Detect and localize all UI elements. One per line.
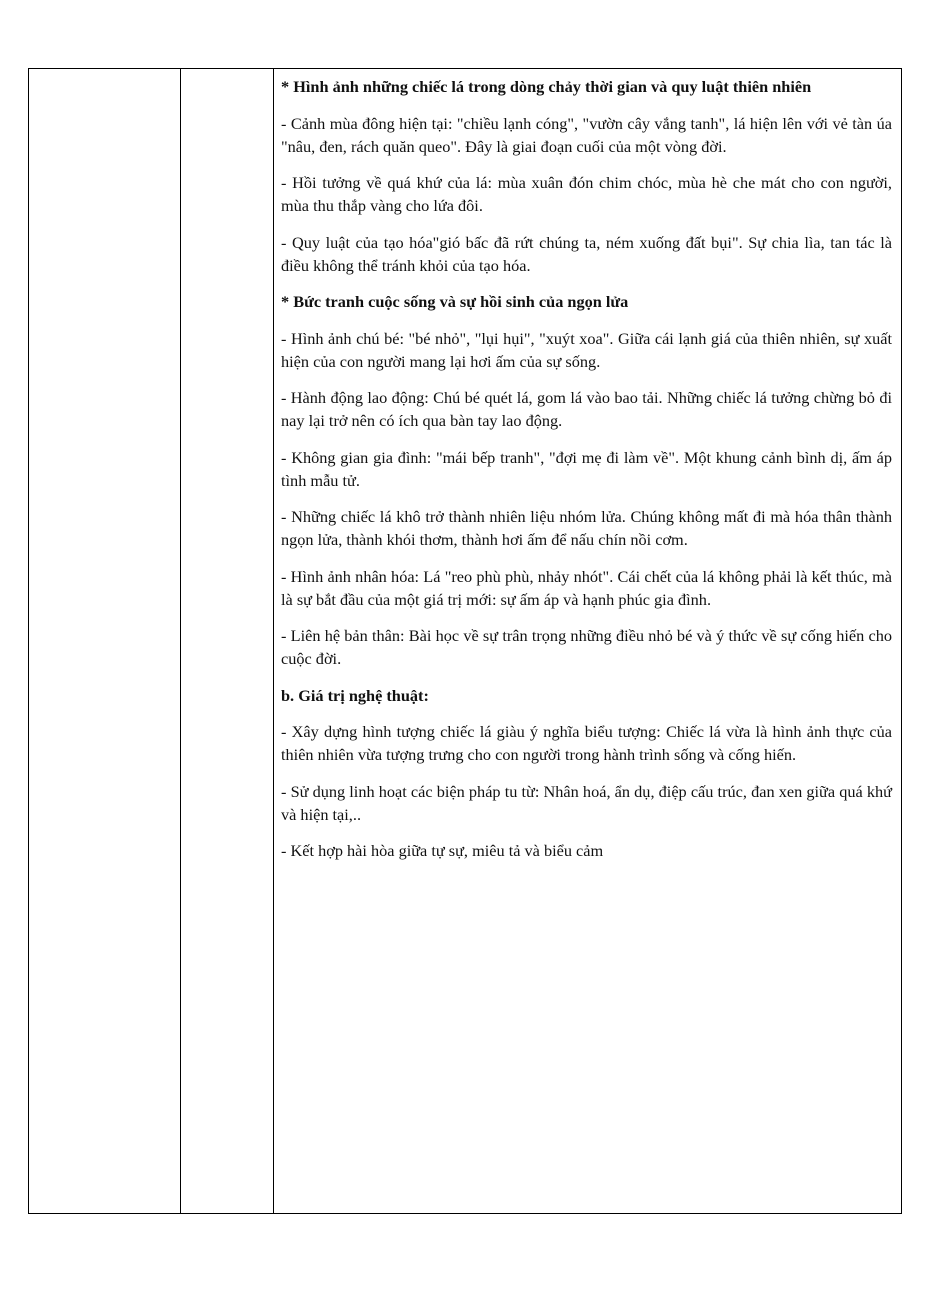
- paragraph-personification: - Hình ảnh nhân hóa: Lá "reo phù phù, nhảy nhót". Cái chết của lá không phải là kết thúc, mà là sự bắt đầu của một giá trị mới: sự ấm áp và hạnh phúc gia đình.: [281, 566, 892, 609]
- paragraph-past-memory: - Hồi tưởng về quá khứ của lá: mùa xuân đón chim chóc, mùa hè che mát cho con người, mùa thu thắp vàng cho lứa đôi.: [281, 173, 892, 215]
- paragraph-winter-scene: - Cảnh mùa đông hiện tại: "chiều lạnh cóng", "vườn cây vắng tanh", lá hiện lên với vẻ tàn úa "nâu, đen, rách quăn queo". Đây là giai đoạn cuối của một vòng đời.: [281, 113, 892, 156]
- empty-cell-question: [29, 69, 181, 1214]
- answer-table: [28, 68, 902, 1214]
- heading-life-fire: * Bức tranh cuộc sống và sự hồi sinh của ngọn lửa: [281, 292, 629, 311]
- paragraph-dry-leaves-fuel: - Những chiếc lá khô trở thành nhiên liệu nhóm lửa. Chúng không mất đi mà hóa thân thành ngọn lửa, thành khói thơm, thành hơi ấm để nấu chín nồi cơm.: [281, 507, 892, 549]
- paragraph-leaf-symbol: - Xây dựng hình tượng chiếc lá giàu ý nghĩa biểu tượng: Chiếc lá vừa là hình ảnh thực của thiên nhiên vừa tượng trưng cho con người trong hành trình sống và cống hiến.: [281, 722, 892, 764]
- content-cell: [274, 69, 902, 1214]
- paragraph-self-connection: - Liên hệ bản thân: Bài học về sự trân trọng những điều nhỏ bé và ý thức về sự cống hiến cho cuộc đời.: [281, 626, 892, 668]
- empty-cell-score: [181, 69, 274, 1214]
- paragraph-family-space: - Không gian gia đình: "mái bếp tranh", "đợi mẹ đi làm về". Một khung cảnh bình dị, ấm áp tình mẫu tử.: [281, 447, 892, 490]
- paragraph-rhetorical-devices: - Sử dụng linh hoạt các biện pháp tu từ: Nhân hoá, ẩn dụ, điệp cấu trúc, đan xen giữa quá khứ và hiện tại,..: [281, 781, 892, 824]
- paragraph-combination: - Kết hợp hài hòa giữa tự sự, miêu tả và biểu cảm: [281, 841, 604, 860]
- table-row: [29, 69, 902, 1214]
- heading-artistic-value: b. Giá trị nghệ thuật:: [281, 685, 429, 705]
- paragraph-nature-law: - Quy luật của tạo hóa"gió bấc đã rứt chúng ta, ném xuống đất bụi". Sự chia lìa, tan tác là điều không thể tránh khỏi của tạo hóa.: [281, 232, 892, 275]
- paragraph-boy-image: - Hình ảnh chú bé: "bé nhỏ", "lụi hụi", "xuýt xoa". Giữa cái lạnh giá của thiên nhiên, sự xuất hiện của con người mang lại hơi ấm của sự sống.: [281, 328, 892, 371]
- paragraph-labor: - Hành động lao động: Chú bé quét lá, gom lá vào bao tải. Những chiếc lá tưởng chừng bỏ đi nay lại trở nên có ích qua bàn tay lao động.: [281, 388, 892, 430]
- heading-leaves-time: * Hình ảnh những chiếc lá trong dòng chảy thời gian và quy luật thiên nhiên: [281, 77, 812, 96]
